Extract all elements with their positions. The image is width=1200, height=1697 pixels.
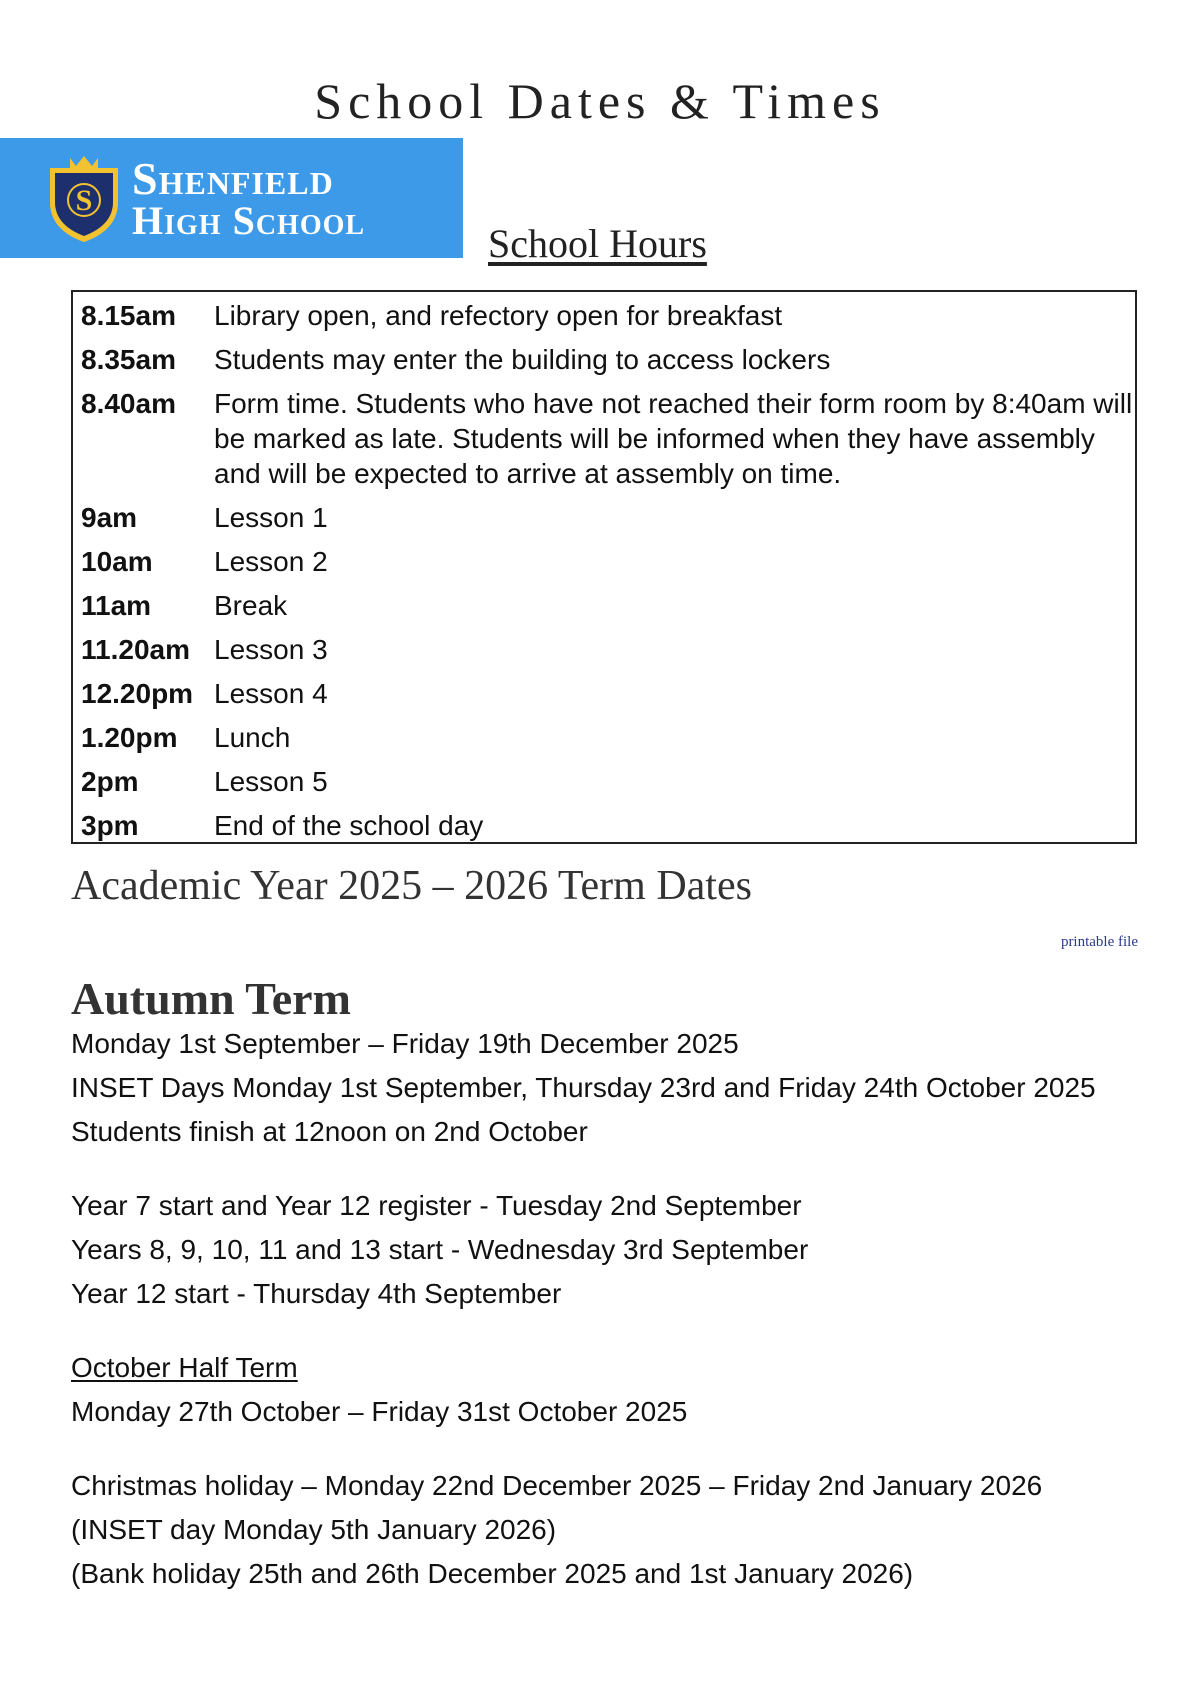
hours-time: 8.35am [81,344,176,375]
term-dates-heading: Academic Year 2025 – 2026 Term Dates [71,863,752,909]
school-name-line2: High School [132,198,366,243]
hours-row [81,808,1135,843]
hours-time: 11am [81,590,152,621]
hours-description: Form time. Students who have not reached their form room by 8:40am will be marked as late. Students will be informed when they have assembly and will be expected to arrive at assembly on time. [214,388,1133,489]
hours-row [81,720,1135,755]
half-term-heading: October Half Term [71,1352,298,1383]
hours-time: 2pm [81,766,139,797]
hours-row [81,632,1135,667]
hours-time: 1.20pm [81,722,178,753]
hours-time: 3pm [81,810,139,841]
other-years-start: Years 8, 9, 10, 11 and 13 start - Wednesday 3rd September [71,1234,809,1265]
school-hours-heading: School Hours [488,221,707,266]
hours-description: Break [214,590,288,621]
hours-time: 8.40am [81,388,176,419]
hours-row [81,588,1135,623]
hours-description: Lesson 1 [214,502,328,533]
hours-description: Lesson 5 [214,766,328,797]
autumn-term-heading: Autumn Term [71,973,351,1024]
half-term-dates: Monday 27th October – Friday 31st October 2025 [71,1396,688,1427]
school-hours-table [71,290,1137,844]
hours-time: 11.20am [81,634,190,665]
hours-time: 12.20pm [81,678,194,709]
hours-time: 8.15am [81,300,176,331]
hours-row [81,500,1135,535]
crest-letter: S [75,184,93,217]
hours-description: Students may enter the building to access lockers [214,344,831,375]
autumn-term-details [71,1022,1151,1596]
hours-description: Lesson 3 [214,634,328,665]
inset-days: INSET Days Monday 1st September, Thursday 23rd and Friday 24th October 2025 [71,1072,1096,1103]
school-crest-icon [44,154,124,244]
hours-row [81,764,1135,799]
hours-description: Lesson 2 [214,546,328,577]
hours-row [81,544,1135,579]
year7-start: Year 7 start and Year 12 register - Tuesday 2nd September [71,1190,802,1221]
hours-description: Lunch [214,722,291,753]
year12-start: Year 12 start - Thursday 4th September [71,1278,562,1309]
school-logo [0,138,463,258]
early-finish: Students finish at 12noon on 2nd October [71,1116,588,1147]
autumn-term-dates: Monday 1st September – Friday 19th December 2025 [71,1028,739,1059]
christmas-holiday: Christmas holiday – Monday 22nd December 2025 – Friday 2nd January 2026 [71,1470,1043,1501]
printable-file-link[interactable]: printable file [1060,934,1138,950]
hours-row [81,298,1135,333]
hours-description: Lesson 4 [214,678,328,709]
school-name [132,153,366,244]
hours-row [81,386,1135,491]
hours-time: 10am [81,546,153,577]
hours-description: End of the school day [214,810,484,841]
bank-holiday: (Bank holiday 25th and 26th December 2025 and 1st January 2026) [71,1558,914,1589]
hours-row [81,676,1135,711]
christmas-inset: (INSET day Monday 5th January 2026) [71,1514,557,1545]
hours-row [81,342,1135,377]
hours-time: 9am [81,502,138,533]
page-title: School Dates & Times [314,73,886,129]
school-name-line1: Shenfield [132,153,334,204]
hours-description: Library open, and refectory open for breakfast [214,300,783,331]
